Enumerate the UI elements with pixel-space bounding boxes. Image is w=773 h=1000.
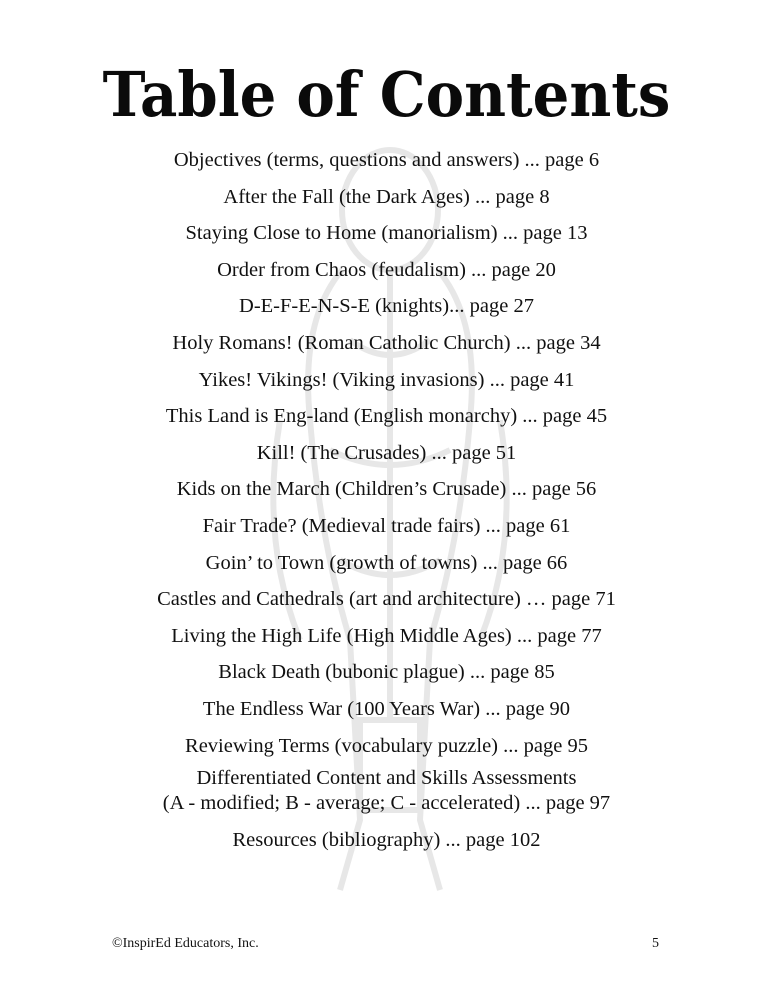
toc-entry: Kill! (The Crusades) ... page 51: [256, 441, 517, 464]
toc-entry: Resources (bibliography) ... page 102: [232, 829, 541, 852]
toc-entry: Reviewing Terms (vocabulary puzzle) ... page 95: [185, 734, 588, 757]
toc-entry-line: Differentiated Content and Skills Assessments: [196, 767, 577, 790]
toc-entry-multiline: [0, 766, 773, 824]
page-title: Table of Contents: [102, 58, 671, 131]
toc-entry: Living the High Life (High Middle Ages) ... page 77: [171, 624, 602, 647]
toc-entry: Order from Chaos (feudalism) ... page 20: [217, 258, 556, 281]
toc-entry: D-E-F-E-N-S-E (knights)... page 27: [239, 295, 534, 318]
table-of-contents: [0, 144, 773, 861]
toc-entry: Kids on the March (Children’s Crusade) ... page 56: [176, 478, 597, 501]
toc-entry: Fair Trade? (Medieval trade fairs) ... page 61: [202, 514, 571, 537]
footer-copyright: ©InspirEd Educators, Inc.: [112, 936, 259, 951]
toc-entry: After the Fall (the Dark Ages) ... page 8: [223, 185, 550, 208]
footer-page-number: 5: [652, 936, 659, 951]
toc-entry: Staying Close to Home (manorialism) ... page 13: [185, 222, 588, 245]
toc-entry: Black Death (bubonic plague) ... page 85: [218, 661, 555, 684]
toc-entry: Holy Romans! (Roman Catholic Church) ... page 34: [172, 331, 601, 354]
toc-entry: Goin’ to Town (growth of towns) ... page 66: [205, 551, 568, 574]
toc-entry: Objectives (terms, questions and answers) ... page 6: [173, 149, 600, 171]
toc-entry: The Endless War (100 Years War) ... page 90: [202, 697, 571, 720]
toc-entry: This Land is Eng-land (English monarchy) ... page 45: [165, 405, 608, 428]
toc-entry: Yikes! Vikings! (Viking invasions) ... page 41: [198, 368, 575, 391]
toc-entry: Castles and Cathedrals (art and architecture) … page 71: [157, 588, 616, 611]
toc-entry-line: (A - modified; B - average; C - accelerated) ... page 97: [162, 792, 611, 815]
